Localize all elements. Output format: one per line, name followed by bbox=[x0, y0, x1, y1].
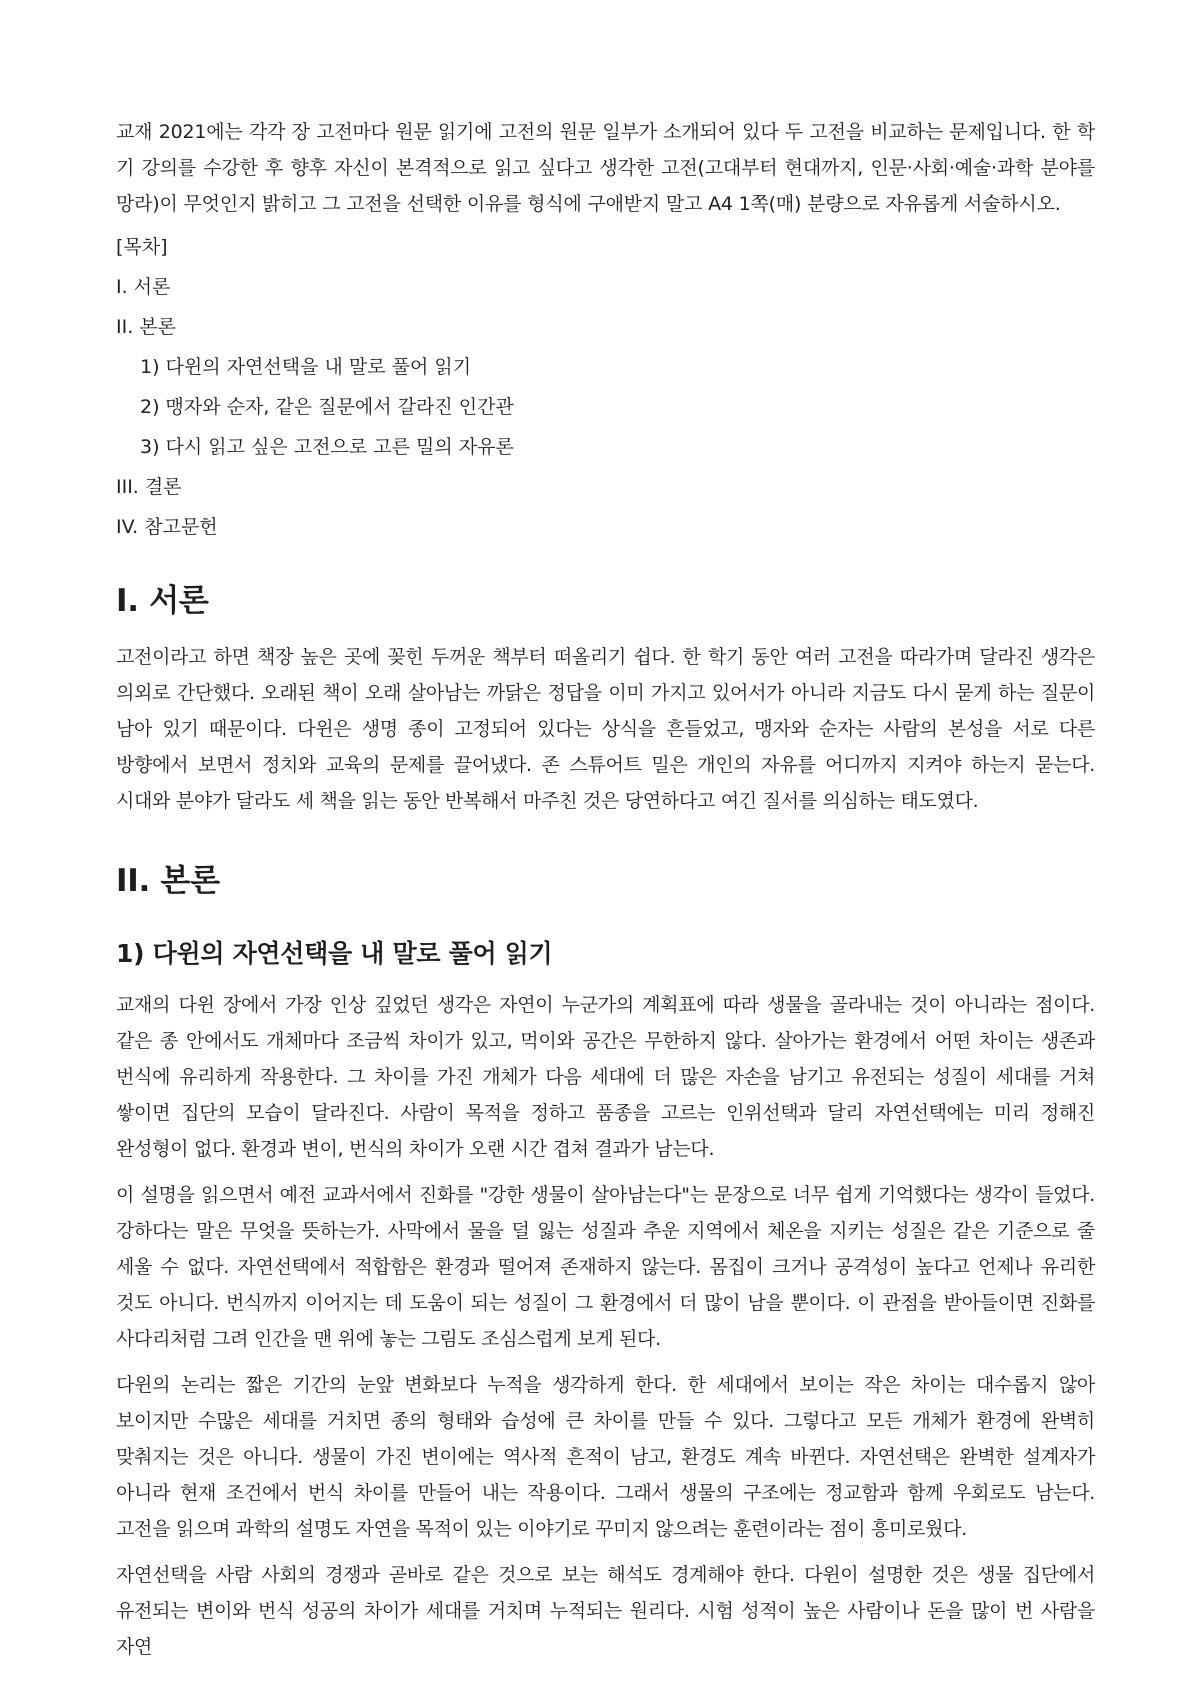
toc-item: I. 서론 bbox=[116, 276, 171, 298]
body-paragraph: 다윈의 논리는 짧은 기간의 눈앞 변화보다 누적을 생각하게 한다. 한 세대에서 보이는 작은 차이는 대수롭지 않아 보이지만 수많은 세대를 거치면 종의 형태와 습성에 큰 차이를 만들 수 있다. 그렇다고 모든 개체가 환경에 완벽히 맞춰지는 것은 아니다. 생물이 가진 변이에는 역사적 흔적이 남고, 환경도 계속 바뀐다. 자연선택은 완벽한 설계자가 아니라 현재 조건에서 번식 차이를 만들어 내는 작용이다. 그래서 생물의 구조에는 정교함과 함께 우회로도 남는다. 고전을 읽으며 과학의 설명도 자연을 목적이 있는 이야기로 꾸미지 않으려는 훈련이라는 점이 흥미로웠다. bbox=[116, 1374, 1095, 1540]
toc-item: III. 결론 bbox=[116, 476, 182, 498]
intro-paragraph: 고전이라고 하면 책장 높은 곳에 꽂힌 두꺼운 책부터 떠올리기 쉽다. 한 학기 동안 여러 고전을 따라가며 달라진 생각은 의외로 간단했다. 오래된 책이 오래 살아남는 까닭은 정답을 이미 가지고 있어서가 아니라 지금도 다시 묻게 하는 질문이 남아 있기 때문이다. 다윈은 생명 종이 고정되어 있다는 상식을 흔들었고, 맹자와 순자는 사람의 본성을 서로 다른 방향에서 보면서 정치와 교육의 문제를 끌어냈다. 존 스튜어트 밀은 개인의 자유를 어디까지 지켜야 하는지 묻는다. 시대와 분야가 달라도 세 책을 읽는 동안 반복해서 마주친 것은 당연하다고 여긴 질서를 의심하는 태도였다. bbox=[116, 646, 1095, 812]
body-paragraph: 교재의 다윈 장에서 가장 인상 깊었던 생각은 자연이 누군가의 계획표에 따라 생물을 골라내는 것이 아니라는 점이다. 같은 종 안에서도 개체마다 조금씩 차이가 있고, 먹이와 공간은 무한하지 않다. 살아가는 환경에서 어떤 차이는 생존과 번식에 유리하게 작용한다. 그 차이를 가진 개체가 다음 세대에 더 많은 자손을 남기고 유전되는 성질이 세대를 거쳐 쌓이면 집단의 모습이 달라진다. 사람이 목적을 정하고 품종을 고르는 인위선택과 달리 자연선택에는 미리 정해진 완성형이 없다. 환경과 변이, 번식의 차이가 오랜 시간 겹쳐 결과가 남는다. bbox=[116, 994, 1095, 1160]
intro-heading: I. 서론 bbox=[116, 583, 209, 619]
body-paragraph: 자연선택을 사람 사회의 경쟁과 곧바로 같은 것으로 보는 해석도 경계해야 한다. 다윈이 설명한 것은 생물 집단에서 유전되는 변이와 번식 성공의 차이가 세대를 거치며 누적되는 원리다. 시험 성적이 높은 사람이나 돈을 많이 번 사람을 자연 bbox=[116, 1564, 1095, 1658]
body-paragraph: 이 설명을 읽으면서 예전 교과서에서 진화를 "강한 생물이 살아남는다"는 문장으로 너무 쉽게 기억했다는 생각이 들었다. 강하다는 말은 무엇을 뜻하는가. 사막에서 물을 덜 잃는 성질과 추운 지역에서 체온을 지키는 성질은 같은 기준으로 줄 세울 수 없다. 자연선택에서 적합함은 환경과 떨어져 존재하지 않는다. 몸집이 크거나 공격성이 높다고 언제나 유리한 것도 아니다. 번식까지 이어지는 데 도움이 되는 성질이 그 환경에서 더 많이 남을 뿐이다. 이 관점을 받아들이면 진화를 사다리처럼 그려 인간을 맨 위에 놓는 그림도 조심스럽게 보게 된다. bbox=[116, 1184, 1095, 1350]
toc-subitem: 3) 다시 읽고 싶은 고전으로 고른 밀의 자유론 bbox=[140, 436, 514, 458]
body-heading: II. 본론 bbox=[116, 863, 220, 899]
toc-item: IV. 참고문헌 bbox=[116, 516, 218, 538]
subsection-heading: 1) 다윈의 자연선택을 내 말로 풀어 읽기 bbox=[116, 939, 553, 968]
toc-subitem: 1) 다윈의 자연선택을 내 말로 풀어 읽기 bbox=[140, 356, 472, 378]
assignment-prompt: 교재 2021에는 각각 장 고전마다 원문 읽기에 고전의 원문 일부가 소개되어 있다 두 고전을 비교하는 문제입니다. 한 학기 강의를 수강한 후 향후 자신이 본격적으로 읽고 싶다고 생각한 고전(고대부터 현대까지, 인문·사회·예술·과학 분야를 망라)이 무엇인지 밝히고 그 고전을 선택한 이유를 형식에 구애받지 말고 A4 1쪽(매) 분량으로 자유롭게 서술하시오. bbox=[116, 121, 1095, 215]
toc-item: II. 본론 bbox=[116, 316, 176, 338]
toc-subitem: 2) 맹자와 순자, 같은 질문에서 갈라진 인간관 bbox=[140, 396, 514, 418]
table-of-contents bbox=[116, 234, 1095, 541]
toc-heading: [목차] bbox=[116, 236, 168, 258]
